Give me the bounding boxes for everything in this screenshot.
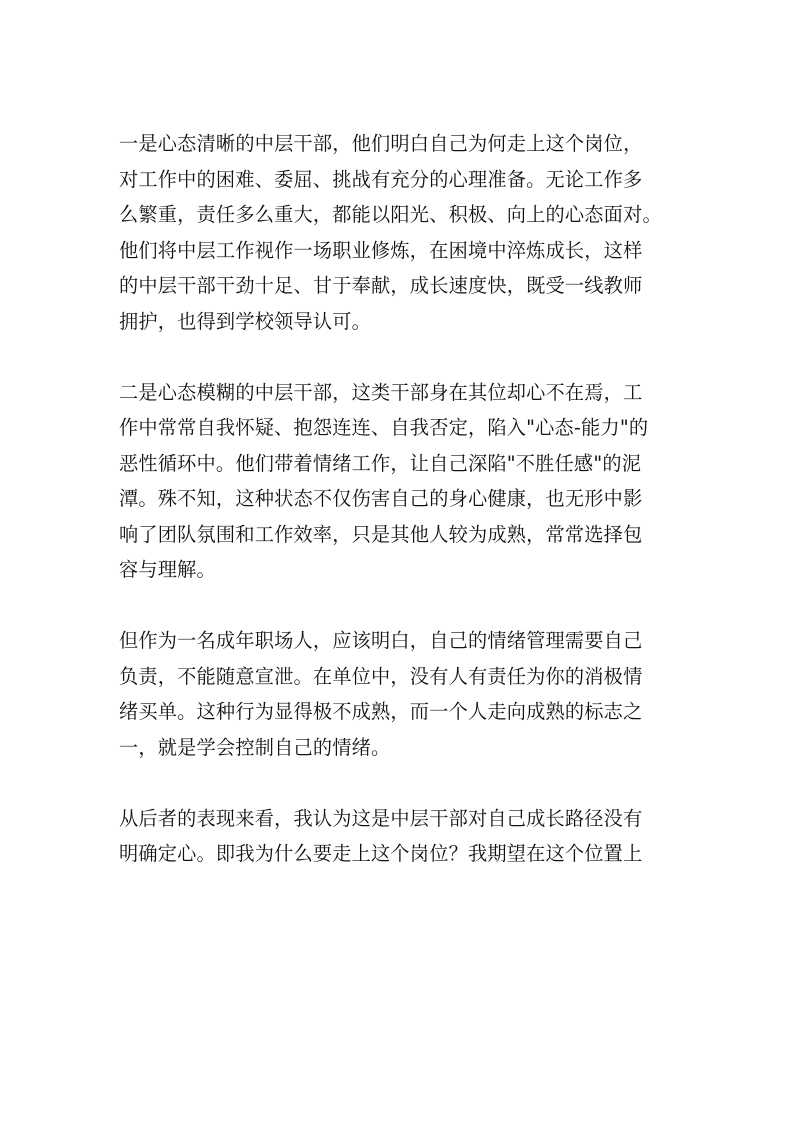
text-line: 的中层干部干劲十足、甘于奉献，成长速度快，既受一线教师 [119,274,643,297]
text-line: 对工作中的困难、委屈、挑战有充分的心理准备。无论工作多 [119,167,643,191]
text-line: 么繁重，责任多么重大，都能以阳光、积极、向上的心态面对。 [119,203,662,226]
paragraph-2 [119,375,679,588]
document-body [119,126,679,907]
text-line: 明确定心。即我为什么要走上这个岗位？我期望在这个位置上 [119,842,643,865]
paragraph-1 [119,126,679,339]
paragraph-3 [119,623,679,765]
text-line: 绪买单。这种行为显得极不成熟，而一个人走向成熟的标志之 [119,700,643,723]
text-line: 拥护，也得到学校领导认可。 [119,309,372,333]
text-line: 作中常常自我怀疑、抱怨连连、自我否定，陷入"心态-能力"的 [119,416,649,439]
text-line: 二是心态模糊的中层干部，这类干部身在其位却心不在焉，工 [119,380,643,404]
text-line: 恶性循环中。他们带着情绪工作，让自己深陷"不胜任感"的泥 [119,451,642,475]
text-line: 但作为一名成年职场人，应该明白，自己的情绪管理需要自己 [119,629,643,652]
text-line: 负责，不能随意宣泄。在单位中，没有人有责任为你的消极情 [119,664,643,688]
text-line: 潭。殊不知，这种状态不仅伤害自己的身心健康，也无形中影 [119,487,643,510]
paragraph-4 [119,801,679,872]
text-line: 一是心态清晰的中层干部，他们明白自己为何走上这个岗位， [119,132,643,155]
text-line: 从后者的表现来看，我认为这是中层干部对自己成长路径没有 [119,806,643,830]
text-line: 容与理解。 [119,558,216,581]
text-line: 一，就是学会控制自己的情绪。 [119,735,391,759]
text-line: 他们将中层工作视作一场职业修炼，在困境中淬炼成长，这样 [119,238,643,262]
text-line: 响了团队氛围和工作效率，只是其他人较为成熟，常常选择包 [119,522,643,546]
